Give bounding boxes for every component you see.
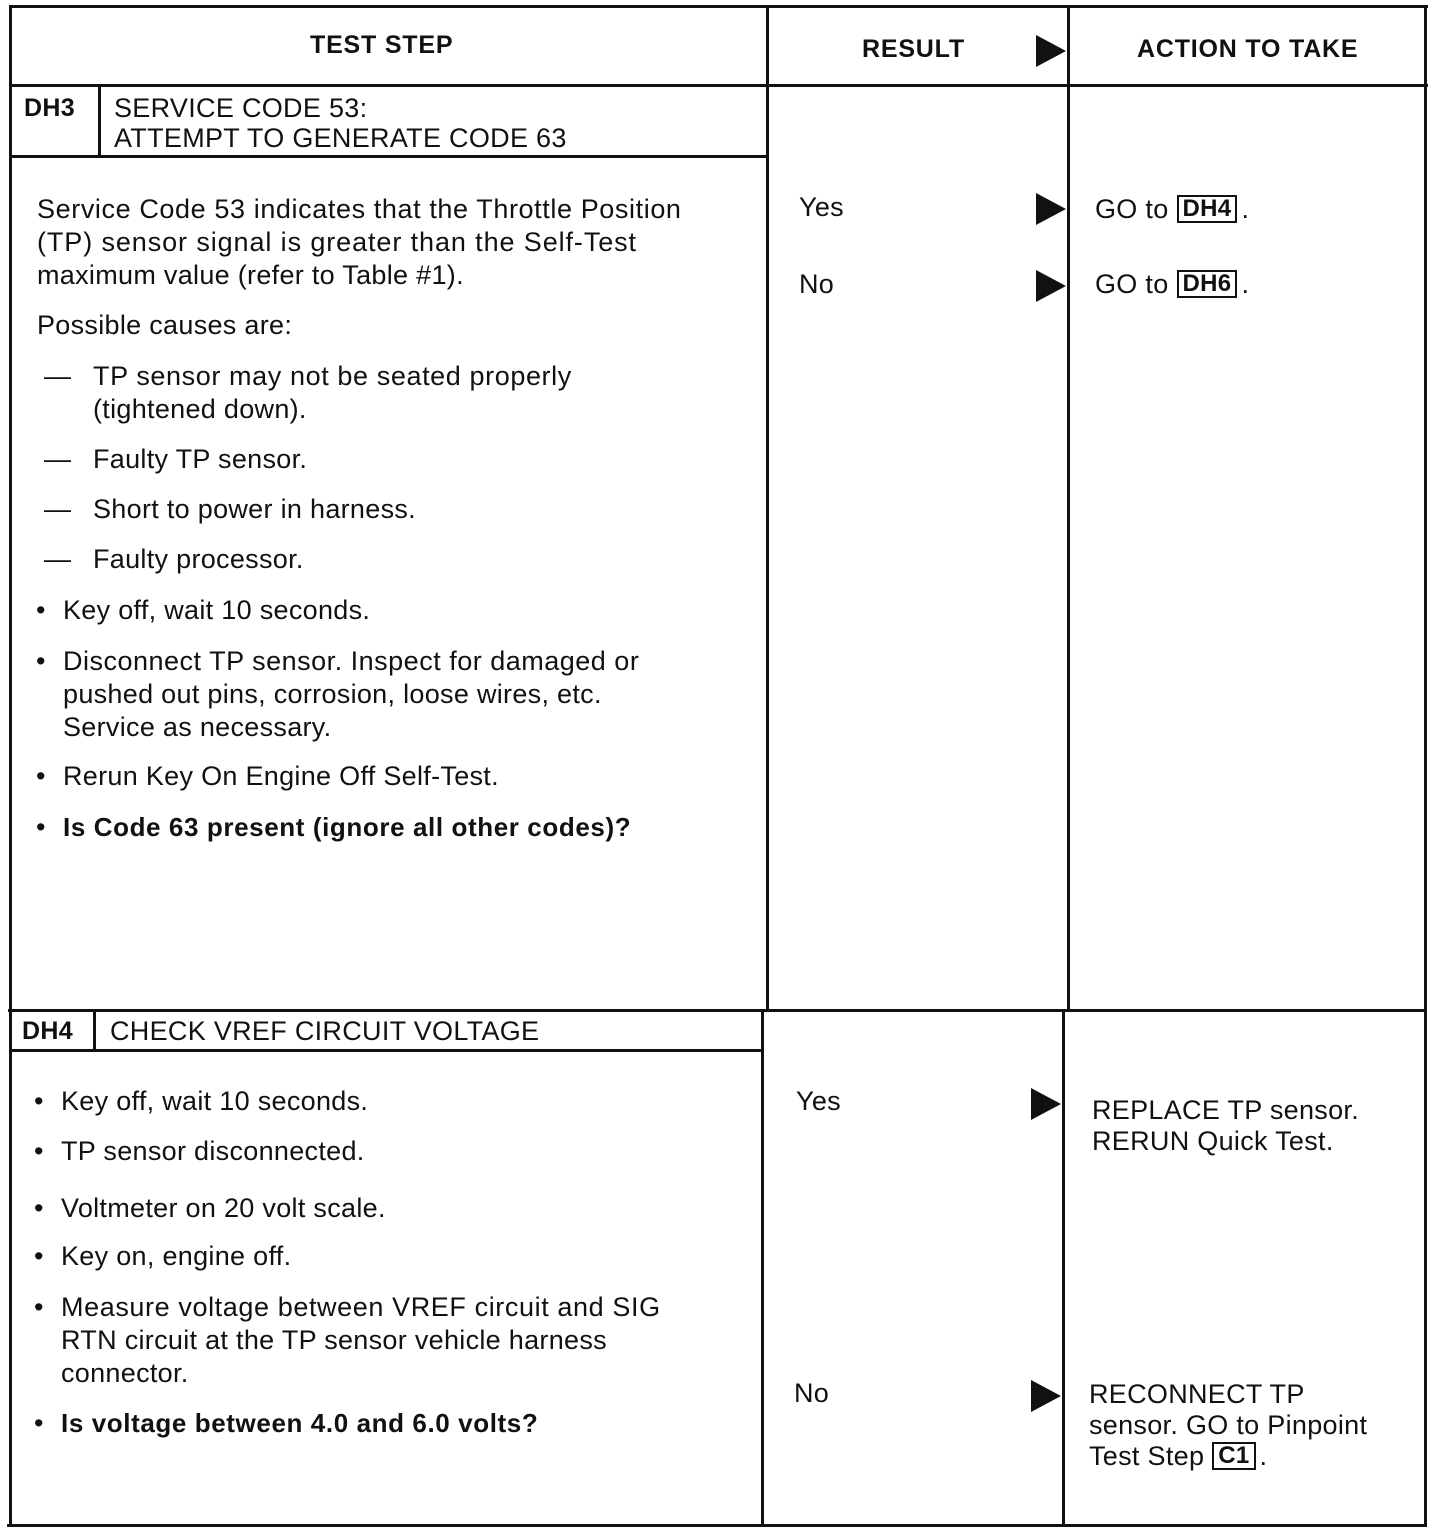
dh4-action-yes-line1: REPLACE TP sensor. xyxy=(1092,1095,1360,1125)
result-arrow-icon xyxy=(1031,1088,1061,1120)
header-bottom-border xyxy=(10,84,1428,87)
dh3-action-no-prefix: GO to xyxy=(1095,269,1169,299)
period: . xyxy=(1241,269,1250,299)
table-bottom-border xyxy=(7,1524,1425,1527)
dh4-result-no: No xyxy=(794,1378,830,1408)
dh3-code: DH3 xyxy=(24,94,75,122)
dh3-causes-heading: Possible causes are: xyxy=(37,310,293,340)
dh3-cause-3: Short to power in harness. xyxy=(93,494,416,524)
dh4-code: DH4 xyxy=(22,1017,73,1045)
step-ref-c1[interactable]: C1 xyxy=(1212,1442,1255,1470)
dh3-title-line1: SERVICE CODE 53: xyxy=(114,93,368,123)
dh3-result-yes: Yes xyxy=(799,192,844,222)
dh4-action-no-prefix: Test Step xyxy=(1089,1441,1205,1471)
dh3-intro-line2: (TP) sensor signal is greater than the Self-Test xyxy=(37,227,637,257)
action-column-border-upper xyxy=(1067,5,1070,1011)
dash-icon: — xyxy=(44,361,71,391)
dash-icon: — xyxy=(44,444,71,474)
bullet-icon: • xyxy=(36,812,46,842)
dash-icon: — xyxy=(44,544,71,574)
bullet-icon: • xyxy=(36,646,46,676)
bullet-icon: • xyxy=(34,1193,44,1223)
dash-icon: — xyxy=(44,494,71,524)
dh4-result-yes: Yes xyxy=(796,1086,841,1116)
dh3-step-3: Rerun Key On Engine Off Self-Test. xyxy=(63,761,499,791)
dh3-step-2: Disconnect TP sensor. Inspect for damaged or xyxy=(63,646,640,676)
result-arrow-icon xyxy=(1036,270,1066,302)
bullet-icon: • xyxy=(34,1136,44,1166)
dh4-question: Is voltage between 4.0 and 6.0 volts? xyxy=(61,1408,539,1438)
bullet-icon: • xyxy=(34,1086,44,1116)
dh4-title: CHECK VREF CIRCUIT VOLTAGE xyxy=(110,1016,540,1046)
dh4-action-yes-line2: RERUN Quick Test. xyxy=(1092,1126,1334,1156)
dh3-intro-line1: Service Code 53 indicates that the Throttle Position xyxy=(37,194,682,224)
dh3-question: Is Code 63 present (ignore all other codes)? xyxy=(63,812,632,842)
dh4-action-no-line3 xyxy=(1089,1440,1267,1473)
dh3-cause-1-cont: (tightened down). xyxy=(93,394,307,424)
dh4-title-bottom-border xyxy=(9,1049,763,1052)
dh3-cause-4: Faulty processor. xyxy=(93,544,304,574)
result-arrow-icon xyxy=(1031,1380,1061,1412)
bullet-icon: • xyxy=(34,1292,44,1322)
dh4-action-no-line1: RECONNECT TP xyxy=(1089,1379,1305,1409)
dh3-intro-line3: maximum value (refer to Table #1). xyxy=(37,260,464,290)
step-ref-dh6[interactable]: DH6 xyxy=(1177,270,1238,298)
dh3-cause-1: TP sensor may not be seated properly xyxy=(93,361,572,391)
dh4-step-4: Key on, engine off. xyxy=(61,1241,292,1271)
dh3-action-yes xyxy=(1095,193,1249,226)
dh3-title-line2: ATTEMPT TO GENERATE CODE 63 xyxy=(114,123,567,153)
table-right-border xyxy=(1424,5,1427,1527)
step-ref-dh4[interactable]: DH4 xyxy=(1177,195,1238,223)
dh3-title-bottom-border xyxy=(10,155,768,158)
dh3-cause-2: Faulty TP sensor. xyxy=(93,444,308,474)
dh3-code-divider xyxy=(98,84,101,157)
result-arrow-icon xyxy=(1036,193,1066,225)
dh3-result-no: No xyxy=(799,269,835,299)
header-test-step: TEST STEP xyxy=(310,31,454,59)
action-column-border-lower xyxy=(1062,1009,1065,1526)
dh4-step-5-cont1: RTN circuit at the TP sensor vehicle harness xyxy=(61,1325,607,1355)
dh4-step-5: Measure voltage between VREF circuit and SIG xyxy=(61,1292,661,1322)
header-result: RESULT xyxy=(862,35,965,63)
dh4-action-no-line2: sensor. GO to Pinpoint xyxy=(1089,1410,1368,1440)
section-divider xyxy=(8,1009,1426,1012)
period: . xyxy=(1259,1441,1268,1471)
table-left-border xyxy=(9,5,12,1527)
bullet-icon: • xyxy=(34,1408,44,1438)
bullet-icon: • xyxy=(36,761,46,791)
dh3-action-no xyxy=(1095,268,1249,301)
bullet-icon: • xyxy=(36,595,46,625)
dh4-code-divider xyxy=(93,1009,96,1051)
dh4-step-2: TP sensor disconnected. xyxy=(61,1136,365,1166)
header-action: ACTION TO TAKE xyxy=(1137,35,1359,63)
period: . xyxy=(1241,194,1250,224)
bullet-icon: • xyxy=(34,1241,44,1271)
result-column-border-lower xyxy=(761,1009,764,1526)
dh4-step-1: Key off, wait 10 seconds. xyxy=(61,1086,369,1116)
table-top-border xyxy=(10,5,1428,8)
result-arrow-icon xyxy=(1036,35,1066,67)
dh4-step-3: Voltmeter on 20 volt scale. xyxy=(61,1193,386,1223)
dh4-step-5-cont2: connector. xyxy=(61,1358,189,1388)
dh3-step-2-cont2: Service as necessary. xyxy=(63,712,332,742)
dh3-step-1: Key off, wait 10 seconds. xyxy=(63,595,371,625)
dh3-step-2-cont1: pushed out pins, corrosion, loose wires, etc. xyxy=(63,679,602,709)
dh3-action-yes-prefix: GO to xyxy=(1095,194,1169,224)
